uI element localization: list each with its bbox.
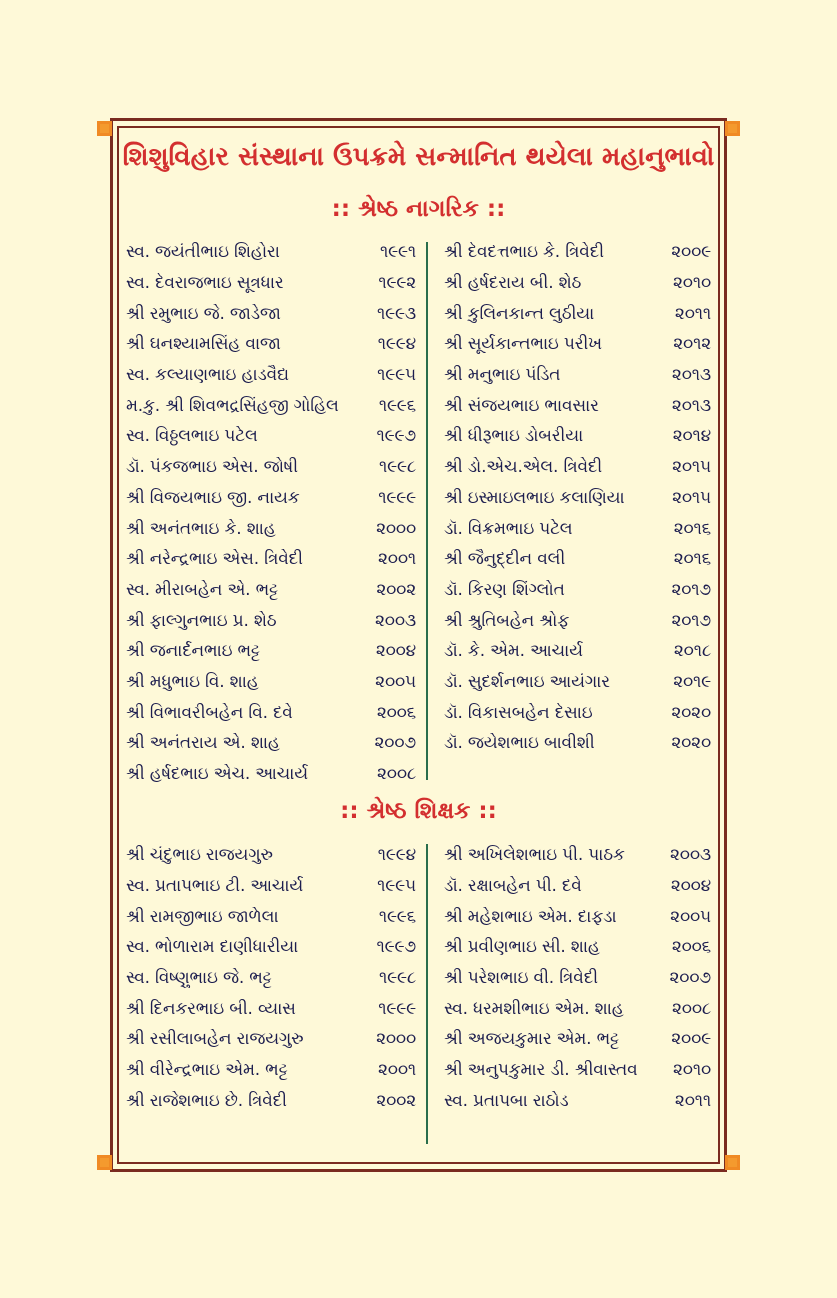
honoree-row bbox=[126, 993, 416, 1024]
honoree-name: શ્રી ઘનશ્યામસિંહ વાજા bbox=[126, 334, 281, 355]
honoree-row bbox=[126, 421, 416, 452]
honoree-row bbox=[444, 1024, 711, 1055]
honoree-name: શ્રી પરેશભાઇ વી. ત્રિવેદી bbox=[444, 968, 598, 989]
honoree-row bbox=[444, 268, 711, 299]
honoree-name: સ્વ. મીરાબહેન એ. ભટ્ટ bbox=[126, 579, 278, 600]
honoree-row bbox=[444, 728, 711, 759]
honoree-row bbox=[444, 993, 711, 1024]
honoree-name: શ્રી અનંતભાઇ કે. શાહ bbox=[126, 518, 276, 539]
teachers-heading: :: શ્રેષ્ઠ શિક્ષક :: bbox=[340, 798, 497, 824]
honoree-row bbox=[126, 963, 416, 994]
honoree-name: શ્રી વીરેન્દ્રભાઇ એમ. ભટ્ટ bbox=[126, 1060, 288, 1081]
honoree-name: ડૉ. પંકજભાઇ એસ. જોષી bbox=[126, 457, 298, 478]
honoree-row bbox=[444, 901, 711, 932]
page-title: શિશુવિહાર સંસ્થાના ઉપક્રમે સન્માનિત થયેલા મહાનુભાવો bbox=[122, 142, 715, 172]
honoree-name: શ્રી વિભાવરીબહેન વિ. દવે bbox=[126, 702, 293, 723]
honoree-row bbox=[126, 728, 416, 759]
honoree-name: શ્રી અજયકુમાર એમ. ભટ્ટ bbox=[444, 1029, 619, 1050]
honoree-name: શ્રી ઇસ્માઇલભાઇ કલાણિયા bbox=[444, 487, 625, 508]
honor-year: ૨૦૧૭ bbox=[671, 579, 711, 600]
honor-year: ૧૯૯૩ bbox=[377, 303, 416, 324]
honoree-name: શ્રી મધુભાઇ વિ. શાહ bbox=[126, 671, 259, 692]
honoree-row bbox=[444, 298, 711, 329]
honor-year: ૧૯૯૫ bbox=[377, 876, 416, 897]
honor-year: ૧૯૯૨ bbox=[378, 273, 416, 294]
honor-year: ૧૯૯૭ bbox=[376, 937, 416, 958]
honoree-name: શ્રી અનંતરાય એ. શાહ bbox=[126, 733, 280, 754]
honor-year: ૧૯૯૬ bbox=[378, 906, 416, 927]
honoree-row bbox=[444, 1055, 711, 1086]
honoree-name: ડૉ. કે. એમ. આચાર્ય bbox=[444, 641, 583, 662]
honoree-name: શ્રી ડો.એચ.એલ. ત્રિવેદી bbox=[444, 457, 603, 478]
honoree-name: શ્રી મહેશભાઇ એમ. દાફડા bbox=[444, 906, 617, 927]
honor-year: ૨૦૦૫ bbox=[670, 906, 711, 927]
honoree-name: શ્રી જનાર્દનભાઇ ભટ્ટ bbox=[126, 641, 260, 662]
honor-year: ૨૦૨૦ bbox=[671, 733, 711, 754]
honoree-name: ડૉ. વિકાસબહેન દેસાઇ bbox=[444, 702, 593, 723]
honoree-row bbox=[444, 667, 711, 698]
honor-year: ૨૦૧૩ bbox=[671, 365, 711, 386]
column-divider bbox=[426, 242, 428, 780]
honoree-row bbox=[126, 237, 416, 268]
honor-year: ૨૦૦૦ bbox=[376, 1029, 416, 1050]
honoree-row bbox=[444, 421, 711, 452]
honor-year: ૨૦૧૨ bbox=[673, 334, 711, 355]
honor-year: ૨૦૦૮ bbox=[377, 764, 416, 785]
honoree-name: સ્વ. કલ્યાણભાઇ હાડવૈદ્ય bbox=[126, 365, 289, 386]
honoree-row bbox=[444, 544, 711, 575]
honoree-row bbox=[444, 1086, 711, 1117]
honoree-row bbox=[126, 667, 416, 698]
honor-year: ૨૦૨૦ bbox=[671, 702, 711, 723]
honor-year: ૨૦૧૩ bbox=[671, 395, 711, 416]
citizens-list-right bbox=[444, 237, 711, 759]
honor-year: ૨૦૦૦ bbox=[376, 518, 416, 539]
honoree-row bbox=[126, 1055, 416, 1086]
honoree-name: શ્રી હર્ષદરાય બી. શેઠ bbox=[444, 273, 582, 294]
honoree-row bbox=[444, 963, 711, 994]
honor-year: ૨૦૦૨ bbox=[376, 579, 416, 600]
honor-year: ૧૯૯૫ bbox=[377, 365, 416, 386]
honor-year: ૨૦૦૬ bbox=[376, 702, 416, 723]
honoree-row bbox=[444, 452, 711, 483]
honoree-row bbox=[126, 268, 416, 299]
corner-ornament-top-right bbox=[725, 121, 740, 136]
honor-year: ૨૦૦૧ bbox=[378, 1060, 416, 1081]
honoree-name: શ્રી ફાલ્ગુનભાઇ પ્ર. શેઠ bbox=[126, 610, 277, 631]
honoree-row bbox=[444, 483, 711, 514]
honor-year: ૨૦૦૮ bbox=[672, 998, 711, 1019]
honor-year: ૨૦૦૯ bbox=[671, 1029, 711, 1050]
honor-year: ૨૦૦૭ bbox=[669, 968, 711, 989]
honoree-row bbox=[126, 452, 416, 483]
honoree-name: મ.કુ. શ્રી શિવભદ્રસિંહજી ગોહિલ bbox=[126, 395, 339, 416]
honor-year: ૨૦૧૧ bbox=[674, 1090, 711, 1111]
honoree-name: શ્રી મનુભાઇ પંડિત bbox=[444, 365, 561, 386]
honoree-name: શ્રી હર્ષદભાઇ એચ. આચાર્ય bbox=[126, 764, 308, 785]
honoree-name: ડૉ. વિક્રમભાઇ પટેલ bbox=[444, 518, 573, 539]
honoree-row bbox=[444, 840, 711, 871]
column-divider bbox=[426, 844, 428, 1144]
honoree-name: શ્રી જૈનુદ્દીન વલી bbox=[444, 549, 566, 570]
honor-year: ૧૯૯૪ bbox=[377, 334, 416, 355]
honor-year: ૨૦૦૪ bbox=[670, 876, 711, 897]
honoree-name: ડૉ. સુદર્શનભાઇ આયંગાર bbox=[444, 671, 610, 692]
honoree-name: શ્રી અનુપકુમાર ડી. શ્રીવાસ્તવ bbox=[444, 1060, 638, 1081]
honoree-name: શ્રી અખિલેશભાઇ પી. પાઠક bbox=[444, 845, 625, 866]
honoree-name: ડૉ. જયેશભાઇ બાવીશી bbox=[444, 733, 595, 754]
honoree-row bbox=[444, 575, 711, 606]
honor-year: ૧૯૯૮ bbox=[378, 968, 416, 989]
honoree-row bbox=[126, 871, 416, 902]
honoree-row bbox=[444, 329, 711, 360]
honor-year: ૨૦૧૪ bbox=[672, 426, 711, 447]
honoree-name: સ્વ. જયંતીભાઇ શિહોરા bbox=[126, 242, 280, 263]
honoree-row bbox=[444, 390, 711, 421]
honor-year: ૨૦૧૧ bbox=[674, 303, 711, 324]
honor-year: ૨૦૧૦ bbox=[673, 1060, 711, 1081]
honoree-row bbox=[126, 483, 416, 514]
honor-year: ૧૯૯૭ bbox=[376, 426, 416, 447]
honoree-row bbox=[444, 237, 711, 268]
honor-year: ૧૯૯૧ bbox=[380, 242, 416, 263]
citizens-heading: :: શ્રેષ્ઠ નાગરિક :: bbox=[331, 196, 506, 222]
honor-year: ૧૯૯૬ bbox=[378, 395, 416, 416]
honoree-row bbox=[444, 605, 711, 636]
honoree-name: શ્રી ચંદુભાઇ રાજયગુરુ bbox=[126, 845, 273, 866]
honoree-row bbox=[126, 840, 416, 871]
honoree-name: ડૉ. રક્ષાબહેન પી. દવે bbox=[444, 876, 582, 897]
honor-year: ૨૦૧૮ bbox=[673, 641, 711, 662]
honoree-row bbox=[444, 697, 711, 728]
honoree-row bbox=[126, 697, 416, 728]
honoree-row bbox=[126, 329, 416, 360]
honor-year: ૨૦૧૯ bbox=[673, 671, 711, 692]
honoree-name: શ્રી દિનકરભાઇ બી. વ્યાસ bbox=[126, 998, 296, 1019]
honoree-row bbox=[444, 871, 711, 902]
corner-ornament-bottom-right bbox=[725, 1155, 740, 1170]
honoree-name: સ્વ. પ્રતાપભાઇ ટી. આચાર્ય bbox=[126, 876, 304, 897]
honoree-row bbox=[126, 759, 416, 790]
honor-year: ૧૯૯૮ bbox=[378, 457, 416, 478]
corner-ornament-top-left bbox=[97, 121, 112, 136]
honoree-name: સ્વ. ધરમશીભાઇ એમ. શાહ bbox=[444, 998, 624, 1019]
honor-year: ૨૦૧૬ bbox=[673, 549, 711, 570]
honoree-row bbox=[126, 1086, 416, 1117]
honor-year: ૨૦૦૯ bbox=[671, 242, 711, 263]
honoree-name: શ્રી રમુભાઇ જે. જાડેજા bbox=[126, 303, 281, 324]
honoree-row bbox=[126, 390, 416, 421]
honoree-row bbox=[444, 513, 711, 544]
honoree-name: શ્રી શ્રુતિબહેન શ્રોફ bbox=[444, 610, 570, 631]
honoree-name: સ્વ. ભોળારામ દાણીધારીયા bbox=[126, 937, 299, 958]
citizens-list-left bbox=[126, 237, 416, 789]
honoree-name: સ્વ. પ્રતાપબા રાઠોડ bbox=[444, 1090, 569, 1111]
honoree-row bbox=[126, 932, 416, 963]
honor-year: ૨૦૧૫ bbox=[672, 457, 711, 478]
honoree-row bbox=[444, 932, 711, 963]
honoree-name: શ્રી પ્રવીણભાઇ સી. શાહ bbox=[444, 937, 600, 958]
honor-year: ૨૦૧૬ bbox=[673, 518, 711, 539]
honor-year: ૧૯૯૪ bbox=[377, 845, 416, 866]
honor-year: ૨૦૦૩ bbox=[670, 845, 711, 866]
honor-year: ૨૦૦૪ bbox=[375, 641, 416, 662]
teachers-list-left bbox=[126, 840, 416, 1116]
honoree-name: સ્વ. દેવરાજભાઇ સૂત્રધાર bbox=[126, 273, 284, 294]
honor-year: ૨૦૦૩ bbox=[375, 610, 416, 631]
honor-year: ૨૦૦૫ bbox=[375, 671, 416, 692]
honoree-name: શ્રી રામજીભાઇ જાળેલા bbox=[126, 906, 279, 927]
honor-year: ૨૦૦૧ bbox=[378, 549, 416, 570]
honoree-row bbox=[126, 513, 416, 544]
honoree-name: સ્વ. વિઠ્ઠલભાઇ પટેલ bbox=[126, 426, 258, 447]
honoree-name: શ્રી દેવદત્તભાઇ કે. ત્રિવેદી bbox=[444, 242, 604, 263]
honoree-name: શ્રી સંજયભાઇ ભાવસાર bbox=[444, 395, 599, 416]
honoree-row bbox=[126, 575, 416, 606]
honoree-name: શ્રી સૂર્યકાન્તભાઇ પરીખ bbox=[444, 334, 602, 355]
honoree-row bbox=[126, 360, 416, 391]
honoree-row bbox=[126, 298, 416, 329]
honoree-name: ડૉ. કિરણ શિંગ્લોત bbox=[444, 579, 565, 600]
honoree-row bbox=[126, 901, 416, 932]
honor-year: ૨૦૧૦ bbox=[673, 273, 711, 294]
honor-year: ૧૯૯૯ bbox=[378, 487, 416, 508]
honoree-row bbox=[126, 605, 416, 636]
honoree-name: શ્રી ધીરૂભાઇ ડોબરીયા bbox=[444, 426, 584, 447]
honoree-name: શ્રી રાજેશભાઇ છે. ત્રિવેદી bbox=[126, 1090, 287, 1111]
honoree-name: શ્રી રસીલાબહેન રાજયગુરુ bbox=[126, 1029, 304, 1050]
honoree-row bbox=[444, 636, 711, 667]
honor-year: ૨૦૦૬ bbox=[671, 937, 711, 958]
honor-year: ૧૯૯૯ bbox=[378, 998, 416, 1019]
honoree-name: સ્વ. વિષ્ણુભાઇ જે. ભટ્ટ bbox=[126, 968, 272, 989]
teachers-list-right bbox=[444, 840, 711, 1116]
honoree-name: શ્રી કુલિનકાન્ત લુઠીયા bbox=[444, 303, 595, 324]
honor-year: ૨૦૦૭ bbox=[374, 733, 416, 754]
honor-year: ૨૦૧૫ bbox=[672, 487, 711, 508]
honoree-row bbox=[126, 636, 416, 667]
honoree-row bbox=[126, 1024, 416, 1055]
honor-year: ૨૦૦૨ bbox=[376, 1090, 416, 1111]
honoree-row bbox=[126, 544, 416, 575]
corner-ornament-bottom-left bbox=[97, 1155, 112, 1170]
honor-year: ૨૦૧૭ bbox=[671, 610, 711, 631]
honoree-name: શ્રી વિજયભાઇ જી. નાયક bbox=[126, 487, 300, 508]
honoree-name: શ્રી નરેન્દ્રભાઇ એસ. ત્રિવેદી bbox=[126, 549, 303, 570]
honoree-row bbox=[444, 360, 711, 391]
